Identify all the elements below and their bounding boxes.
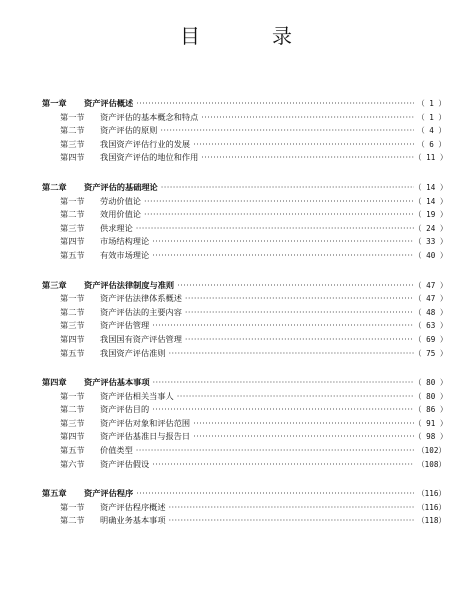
section-title: 市场结构理论 <box>100 236 150 247</box>
section-number: 第二节 <box>60 515 85 526</box>
section-title: 资产评估基准日与报告日 <box>100 431 191 442</box>
toc-section-row[interactable] <box>42 459 446 473</box>
section-page-number: （ 91 ） <box>414 418 448 428</box>
toc-section-row[interactable] <box>42 418 446 432</box>
dot-leader <box>152 404 414 414</box>
chapter-number: 第四章 <box>42 377 67 388</box>
section-number: 第四节 <box>60 431 85 442</box>
toc-chapter-block <box>42 488 446 529</box>
dot-leader <box>152 236 414 246</box>
dot-leader <box>193 418 414 428</box>
section-page-number: （ 80 ） <box>414 391 448 401</box>
chapter-page-number: （ 14 ） <box>414 182 448 192</box>
dot-leader <box>201 152 414 162</box>
section-number: 第一节 <box>60 195 85 206</box>
section-title: 供求理论 <box>100 222 133 233</box>
dot-leader <box>136 488 414 498</box>
section-number: 第三节 <box>60 320 85 331</box>
dot-leader <box>177 280 414 290</box>
dot-leader <box>177 391 414 401</box>
toc-section-row[interactable] <box>42 404 446 418</box>
section-number: 第一节 <box>60 501 85 512</box>
dot-leader <box>169 515 414 525</box>
section-title: 效用价值论 <box>100 209 141 220</box>
toc-section-row[interactable] <box>42 515 446 529</box>
toc-chapter-row[interactable] <box>42 182 446 196</box>
chapter-title: 资产评估基本事项 <box>84 377 150 388</box>
chapter-page-number: （ 47 ） <box>414 280 448 290</box>
toc-section-row[interactable] <box>42 320 446 334</box>
dot-leader <box>185 334 414 344</box>
section-number: 第一节 <box>60 390 85 401</box>
section-number: 第六节 <box>60 458 85 469</box>
section-page-number: （ 1 ） <box>417 112 446 122</box>
dot-leader <box>201 112 414 122</box>
dot-leader <box>169 348 414 358</box>
toc-chapter-block <box>42 280 446 362</box>
toc-section-row[interactable] <box>42 391 446 405</box>
section-page-number: （ 11 ） <box>414 153 448 163</box>
section-number: 第一节 <box>60 111 85 122</box>
chapter-number: 第三章 <box>42 279 67 290</box>
chapter-number: 第五章 <box>42 488 67 499</box>
toc-section-row[interactable] <box>42 348 446 362</box>
section-number: 第二节 <box>60 125 85 136</box>
toc-section-row[interactable] <box>42 307 446 321</box>
toc-section-row[interactable] <box>42 250 446 264</box>
section-title: 明确业务基本事项 <box>100 515 166 526</box>
toc-section-row[interactable] <box>42 293 446 307</box>
section-number: 第一节 <box>60 293 85 304</box>
toc-section-row[interactable] <box>42 139 446 153</box>
section-number: 第二节 <box>60 209 85 220</box>
section-number: 第四节 <box>60 152 85 163</box>
section-page-number: （ 33 ） <box>414 237 448 247</box>
chapter-title: 资产评估程序 <box>84 488 134 499</box>
section-number: 第三节 <box>60 222 85 233</box>
section-title: 我国国有资产评估管理 <box>100 333 182 344</box>
section-page-number: （ 48 ） <box>414 307 448 317</box>
section-page-number: （108） <box>417 459 446 469</box>
table-of-contents <box>42 98 446 545</box>
section-number: 第五节 <box>60 249 85 260</box>
dot-leader <box>144 209 414 219</box>
dot-leader <box>169 502 414 512</box>
section-number: 第四节 <box>60 236 85 247</box>
chapter-number: 第二章 <box>42 181 67 192</box>
section-number: 第三节 <box>60 138 85 149</box>
dot-leader <box>193 139 414 149</box>
toc-section-row[interactable] <box>42 196 446 210</box>
toc-section-row[interactable] <box>42 125 446 139</box>
toc-section-row[interactable] <box>42 112 446 126</box>
section-page-number: （ 6 ） <box>417 139 446 149</box>
section-title: 资产评估程序概述 <box>100 501 166 512</box>
chapter-title: 资产评估法律制度与准则 <box>84 279 175 290</box>
toc-section-row[interactable] <box>42 334 446 348</box>
section-title: 资产评估目的 <box>100 404 150 415</box>
chapter-page-number: （ 80 ） <box>414 378 448 388</box>
section-title: 劳动价值论 <box>100 195 141 206</box>
toc-section-row[interactable] <box>42 445 446 459</box>
chapter-title: 资产评估概述 <box>84 98 134 108</box>
section-page-number: （118） <box>417 516 446 526</box>
dot-leader <box>185 293 414 303</box>
toc-section-row[interactable] <box>42 431 446 445</box>
section-page-number: （ 40 ） <box>414 250 448 260</box>
section-title: 有效市场理论 <box>100 249 150 260</box>
section-title: 我国资产评估的地位和作用 <box>100 152 199 163</box>
toc-section-row[interactable] <box>42 209 446 223</box>
section-title: 资产评估对象和评估范围 <box>100 417 191 428</box>
section-number: 第二节 <box>60 404 85 415</box>
chapter-page-number: （ 1 ） <box>417 99 446 108</box>
toc-chapter-row[interactable] <box>42 280 446 294</box>
section-page-number: （102） <box>417 446 446 456</box>
chapter-title: 资产评估的基础理论 <box>84 181 158 192</box>
chapter-page-number: （116） <box>417 489 446 499</box>
toc-chapter-row[interactable] <box>42 488 446 502</box>
toc-section-row[interactable] <box>42 502 446 516</box>
section-title: 资产评估假设 <box>100 458 150 469</box>
section-title: 我国资产评估准则 <box>100 347 166 358</box>
section-page-number: （ 24 ） <box>414 223 448 233</box>
section-page-number: （ 98 ） <box>414 432 448 442</box>
toc-section-row[interactable] <box>42 223 446 237</box>
section-number: 第二节 <box>60 306 85 317</box>
toc-chapter-row[interactable] <box>42 98 446 112</box>
section-number: 第四节 <box>60 333 85 344</box>
section-title: 资产评估管理 <box>100 320 150 331</box>
section-page-number: （ 4 ） <box>417 126 446 136</box>
section-page-number: （ 86 ） <box>414 405 448 415</box>
section-page-number: （ 47 ） <box>414 294 448 304</box>
dot-leader <box>136 223 414 233</box>
page-title: 目 录 <box>180 24 318 48</box>
section-page-number: （ 19 ） <box>414 210 448 220</box>
dot-leader <box>152 459 414 469</box>
toc-chapter-block <box>42 182 446 264</box>
dot-leader <box>136 98 414 108</box>
section-title: 价值类型 <box>100 445 133 456</box>
toc-chapter-row[interactable] <box>42 377 446 391</box>
toc-chapter-block <box>42 377 446 472</box>
dot-leader <box>153 377 414 387</box>
section-title: 资产评估法的主要内容 <box>100 306 182 317</box>
toc-chapter-block <box>42 98 446 166</box>
section-title: 我国资产评估行业的发展 <box>100 138 191 149</box>
section-number: 第五节 <box>60 347 85 358</box>
dot-leader <box>193 431 414 441</box>
dot-leader <box>152 250 414 260</box>
section-page-number: （ 75 ） <box>414 348 448 358</box>
section-title: 资产评估的原则 <box>100 125 158 136</box>
toc-section-row[interactable] <box>42 152 446 166</box>
section-title: 资产评估的基本概念和特点 <box>100 111 199 122</box>
section-page-number: （ 69 ） <box>414 334 448 344</box>
section-page-number: （116） <box>417 502 446 512</box>
dot-leader <box>152 320 414 330</box>
section-number: 第三节 <box>60 417 85 428</box>
chapter-number: 第一章 <box>42 98 67 108</box>
section-page-number: （ 63 ） <box>414 321 448 331</box>
dot-leader <box>136 445 414 455</box>
toc-section-row[interactable] <box>42 236 446 250</box>
section-page-number: （ 14 ） <box>414 196 448 206</box>
dot-leader <box>144 196 414 206</box>
section-title: 资产评估相关当事人 <box>100 390 174 401</box>
section-number: 第五节 <box>60 445 85 456</box>
dot-leader <box>161 182 414 192</box>
dot-leader <box>185 307 414 317</box>
dot-leader <box>160 125 414 135</box>
section-title: 资产评估法律体系概述 <box>100 293 182 304</box>
